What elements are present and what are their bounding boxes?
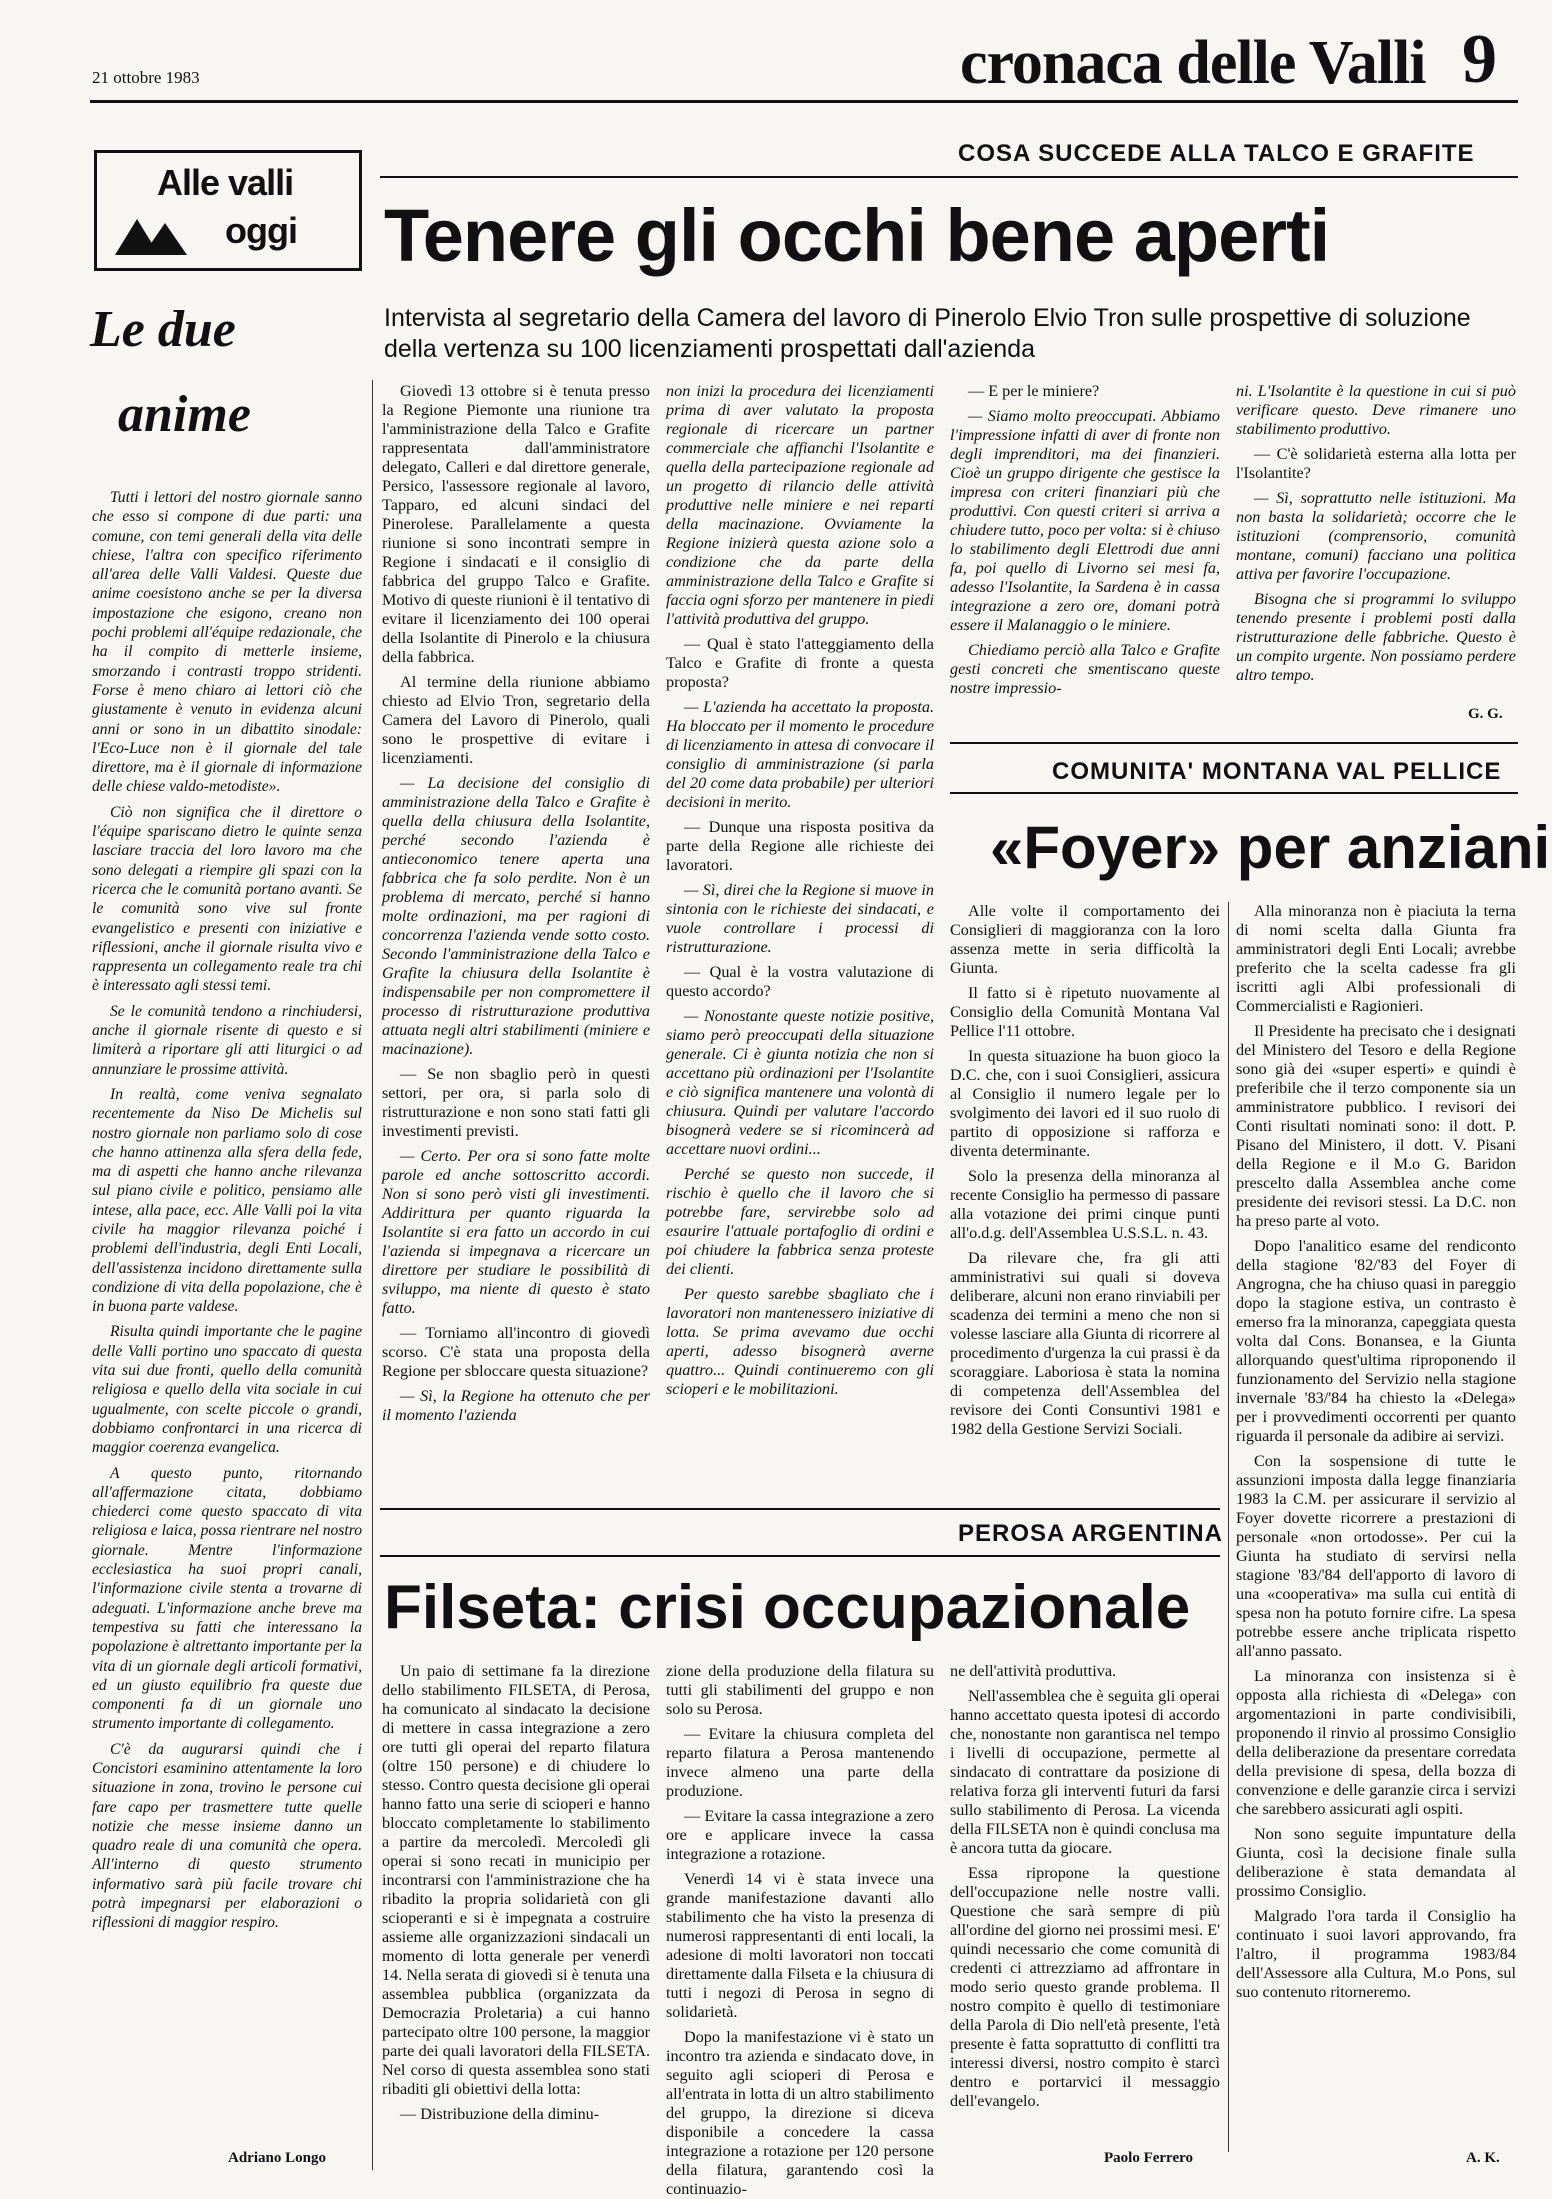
- foyer-column-2: [1236, 902, 1516, 2134]
- talco-paragraph: non inizi la procedura dei licenziamenti prima di aver valutato la proposta regionale di ricercare un partner commerciale che affianchi l'Isolantite e quella della partecipazione regionale ad un progetto di rilancio delle attività produttive nelle miniere e nei reparti della macinazione. Ovviamente la Regione inizierà questa azione solo a condizione che da parte della amministrazione della Talco e Grafite si faccia ogni sforzo per mantenere in piedi l'attività produttiva del gruppo.: [666, 382, 934, 628]
- foyer-column-1: [950, 902, 1220, 1438]
- foyer-signature: A. K.: [1466, 2150, 1500, 2166]
- filseta-paragraph: ne dell'attività produttiva.: [950, 1662, 1117, 1680]
- talco-paragraph: — Sì, direi che la Regione si muove in sintonia con le richieste dei sindacati, e vuole controllare i processi di ristrutturazione.: [666, 881, 934, 956]
- mountains-icon: [115, 215, 187, 255]
- foyer-paragraph: Dopo l'analitico esame del rendiconto della stagione '82/'83 del Foyer di Angrogna, che ha chiuso quasi in pareggio dopo la stagione estiva, un contrasto è emerso fra la minoranza, capeggiata questa volta dal Cons. Bonansea, e la Giunta allorquando quest'ultima riproponendo il funzionamento del Servizio nella stagione invernale '83/'84 ha chiesto la «Delega» per i provvedimenti occorrenti per quanto riguarda il personale da adibire ai servizi.: [1236, 1237, 1516, 1445]
- talco-column-2: [666, 382, 934, 1502]
- talco-paragraph: Al termine della riunione abbiamo chiesto ad Elvio Tron, segretario della Camera del Lavoro di Pinerolo, quali sono le prospettive di evitare i licenziamenti.: [382, 673, 650, 767]
- column-divider: [372, 380, 373, 2170]
- editorial-paragraph: Tutti i lettori del nostro giornale sanno che esso si compone di due parti: una comune, con temi generali della vita delle chiese, l'altra con specifico riferimento all'area delle Valli Valdesi. Queste due anime coesistono anche se per la diversa impostazione che esigono, creano non pochi problemi all'équipe redazionale, che ha il compito di metterle insieme, smorzando i contrasti troppo stridenti. Forse è meno chiaro ai lettori ciò che giustamente è venuto in evidenza alcuni anni or sono in un dibattito sinodale: l'Eco-Luce non è il giornale del tale direttore, ma è il giornale di informazione delle chiese valdo-metodiste».: [92, 489, 362, 796]
- section-logo: [94, 150, 362, 271]
- foyer-paragraph: Malgrado l'ora tarda il Consiglio ha continuato i suoi lavori approvando, fra l'altro, il programma 1983/84 dell'Assessore alla Cultura, M.o Pons, sul suo contenuto ritorneremo.: [1236, 1907, 1516, 2001]
- filseta-paragraph: Venerdì 14 vi è stata invece una grande manifestazione davanti allo stabilimento che ha visto la presenza di numerosi rappresentanti di enti locali, la adesione di molti lavoratori non toccati direttamente dalla Filseta e la chiusura di tutti i negozi di Perosa in segno di solidarietà.: [666, 1870, 934, 2021]
- talco-paragraph: — La decisione del consiglio di amministrazione della Talco e Grafite è quella della chiusura della Isolantite, perché secondo l'azienda è antieconomico tenere aperta una fabbrica che fa solo perdite. Non è un problema di mercato, perché si hanno molte ordinazioni, ma per ragioni di concorrenza l'azienda vende sotto costo. Secondo l'amministrazione della Talco e Grafite la chiusura della Isolantite è indispensabile per non compromettere il processo di ristrutturazione produttiva attuata negli altri stabilimenti (miniere e macinazione).: [382, 774, 650, 1058]
- issue-date: 21 ottobre 1983: [92, 68, 200, 87]
- filseta-signature: Paolo Ferrero: [1104, 2150, 1193, 2166]
- talco-paragraph: — Se non sbaglio però in questi settori, per ora, si parla solo di ristrutturazione e non sono stati fatti gli investimenti previsti.: [382, 1065, 650, 1140]
- foyer-top-rule: [950, 742, 1518, 744]
- filseta-paragraph: — Distribuzione della diminu-: [400, 2105, 600, 2123]
- filseta-top-rule: [380, 1508, 1220, 1510]
- editorial-paragraph: Risulta quindi importante che le pagine delle Valli portino uno spaccato di questa vita sui due fronti, quello della comunità religiosa e quello della vita sociale in cui ugualmente, con scelte piccole o grandi, dobbiamo confrontarci in una ricerca di maggior coerenza evangelica.: [92, 1323, 362, 1457]
- talco-signature: G. G.: [1468, 706, 1503, 722]
- filseta-kicker: PEROSA ARGENTINA: [958, 1520, 1223, 1547]
- filseta-paragraph: — Evitare la chiusura completa del reparto filatura a Perosa mantenendo invece almeno una parte della produzione.: [666, 1725, 934, 1800]
- foyer-paragraph: In questa situazione ha buon gioco la D.C. che, con i suoi Consiglieri, assicura al Consiglio il numero legale per lo svolgimento dei lavori ed il suo ruolo di partito di opposizione si rafforza e diventa determinante.: [950, 1047, 1220, 1160]
- filseta-paragraph: — Evitare la cassa integrazione a zero ore e applicare invece la cassa integrazione a rotazione.: [666, 1807, 934, 1863]
- foyer-kicker-rule: [950, 792, 1518, 794]
- filseta-column-2: [666, 1662, 934, 2198]
- talco-kicker: COSA SUCCEDE ALLA TALCO E GRAFITE: [958, 140, 1475, 167]
- editorial-paragraph: In realtà, come veniva segnalato recentemente da Niso De Michelis sul nostro giornale non parliamo solo di cose che hanno attinenza alla sfera della fede, ma di aspetti che hanno anche rilevanza sul piano civile e politico, pensiamo alle intese, alla pace, ecc. Alle Valli poi la vita civile ha maggior rilevanza poiché i problemi dell'industria, degli Enti Locali, dell'assistenza incidono direttamente sulla condizione di vita della popolazione, che è in buona parte valdese.: [92, 1085, 362, 1316]
- talco-column-3: [950, 382, 1220, 722]
- editorial-paragraph: Ciò non significa che il direttore o l'équipe spariscano dietro le quinte senza lasciare traccia del loro lavoro ma che sono delegati a riempire gli spazi con la ricerca che le comunità portano avanti. Se le comunità sono vive sul fronte evangelistico e presenti con iniziative e riflessioni, anche il giornale risulta vivo e rappresenta un collegamento reale tra chi è interessato agli stessi temi.: [92, 803, 362, 995]
- filseta-headline: Filseta: crisi occupazionale: [384, 1573, 1191, 1642]
- filseta-column-3: [950, 1662, 1220, 2142]
- talco-paragraph: Giovedì 13 ottobre si è tenuta presso la Regione Piemonte una riunione tra l'amministrazione della Talco e Grafite rappresentata dall'amministratore delegato, Calleri e dal direttore generale, Persico, l'assessore regionale al lavoro, Tapparo, ed alcuni sindaci del Pinerolese. Parallelamente a questa riunione si sono incontrati sempre in Regione i sindacati e il consiglio di fabbrica del gruppo Talco e Grafite. Motivo di queste riunioni è il tentativo di evitare il licenziamento dei 100 operai della Isolantite di Pinerolo e la chiusura della fabbrica.: [382, 382, 650, 666]
- talco-paragraph: — Dunque una risposta positiva da parte della Regione alle richieste dei lavoratori.: [666, 818, 934, 874]
- foyer-paragraph: Con la sospensione di tutte le assunzioni imposta dalla legge finanziaria 1983 la C.M. per assicurare il servizio al Foyer dovette ricorrere a prestazioni di personale «non ortodosse». Per cui la Giunta ha studiato di servirsi nella stagione '83/'84 dell'apporto di lavoro di una «cooperativa» ma sulla cui entità di spesa non ha potuto fornire cifre. La spesa potrebbe essere anche triplicata rispetto all'anno passato.: [1236, 1452, 1516, 1660]
- header-rule: [90, 100, 1518, 103]
- logo-line1: Alle valli: [157, 162, 294, 203]
- filseta-paragraph: Un paio di settimane fa la direzione dello stabilimento FILSETA, di Perosa, ha comunicato al sindacato la decisione di mettere in cassa integrazione a zero ore tutti gli operai del reparto filatura (oltre 150 persone) e di chiudere lo stesso. Contro questa decisione gli operai hanno fatto una serie di scioperi e hanno bloccato completamente lo stabilimento a partire da mercoledì. Mercoledì gli operai si sono recati in municipio per incontrarsi con l'amministrazione che ha ribadito la propria solidarietà con gli scioperanti e si è impegnata a costruire assieme alle organizzazioni sindacali un momento di lotta generale per venerdì 14. Nella serata di giovedì si è tenuta una assemblea pubblica (organizzata da Democrazia Proletaria) a cui hanno partecipato oltre 100 persone, la maggior parte dei quali lavoratori della FILSETA. Nel corso di questa assemblea sono stati ribaditi gli obiettivi della lotta:: [382, 1662, 650, 2098]
- column-divider: [1228, 902, 1229, 2152]
- talco-paragraph: — E per le miniere?: [968, 382, 1100, 400]
- foyer-kicker: COMUNITA' MONTANA VAL PELLICE: [1052, 758, 1502, 785]
- talco-column-1: [382, 382, 650, 1502]
- talco-kicker-rule: [380, 176, 1518, 178]
- filseta-paragraph: Essa ripropone la questione dell'occupazione nelle nostre valli. Questione che sarà sempre di più all'ordine del giorno nei prossimi mesi. E' quindi necessario che come comunità di credenti ci attrezziamo ad affrontare in modo serio questo grande problema. Il nostro compito è quello di testimoniare della Parola di Dio nell'età presente, l'età presente è fatta soprattutto di conflitti tra interessi diversi, nostro compito è starcì dentro e portarvici il messaggio dell'evangelo.: [950, 1864, 1220, 2110]
- talco-paragraph: — Nonostante queste notizie positive, siamo però preoccupati della situazione generale. Ci è giunta notizia che non si accettano più ordinazioni per l'Isolantite e ciò significa mantenere una volontà di chiusura. Quindi per valutare l'accordo bisognerà vedere se si ricomincerà ad accettare nuovi ordini...: [666, 1007, 934, 1158]
- page-number: 9: [1462, 21, 1497, 98]
- foyer-paragraph: La minoranza con insistenza si è opposta alla richiesta di «Delega» con argomentazioni in parte condivisibili, proponendo il rinvio al prossimo Consiglio della deliberazione da presentare corredata della previsione di spesa, della bozza di convenzione e delle garanzie circa i servizi che sarebbero assicurati agli ospiti.: [1236, 1667, 1516, 1818]
- editorial-paragraph: C'è da augurarsi quindi che i Concistori esaminino attentamente la loro situazione in zona, trovino le persone cui fare capo per trasmettere tutte quelle notizie che messe insieme danno un quadro reale di una comunità che opera. All'interno di questo strumento informativo sarà più facile trovare chi potrà impegnarsi per elaborazioni o riflessioni di maggior respiro.: [92, 1740, 362, 1932]
- foyer-paragraph: Il Presidente ha precisato che i designati del Ministero del Tesoro e della Regione sono già dei «super esperti» e quindi è preferibile che il terzo componente sia un amministratore pubblico. I revisori dei Conti risultati nominati sono: il dott. P. Pisano del Ministero, il dott. V. Pisani della Regione e il M.o G. Baridon prescelto dalla Assemblea anche come presidente dei revisori stessi. La D.C. non ha preso parte al voto.: [1236, 1022, 1516, 1230]
- filseta-paragraph: Dopo la manifestazione vi è stato un incontro tra azienda e sindacato dove, in seguito agli scioperi di Perosa e all'entrata in lotta di un altro stabilimento del gruppo, la direzione si diceva disponibile a concedere la cassa integrazione a rotazione per 120 persone della filatura, garantendo così la continuazio-: [666, 2028, 934, 2198]
- filseta-column-1: [382, 1662, 650, 2142]
- talco-column-4: [1236, 382, 1516, 722]
- talco-paragraph: Chiediamo perciò alla Talco e Grafite gesti concreti che smentiscano queste nostre impressio-: [950, 641, 1220, 697]
- talco-headline: Tenere gli occhi bene aperti: [384, 194, 1330, 277]
- talco-paragraph: — Siamo molto preoccupati. Abbiamo l'impressione infatti di aver di fronte non degli imprenditori, ma dei finanzieri. Cioè un gruppo dirigente che gestisce la impresa con criteri finanziari più che produttivi. Con questi criteri si arriva a chiudere tutto, poco per volta: si è chiuso lo stabilimento degli Elettrodi due anni fa, poi quello di Livorno sei mesi fa, adesso l'Isolantite, la Sardena è in cassa integrazione a zero ore, domani potrà essere il Malanaggio o le miniere.: [950, 407, 1220, 634]
- foyer-paragraph: Alle volte il comportamento dei Consiglieri di maggioranza con la loro assenza mette in seria difficoltà la Giunta.: [950, 902, 1220, 977]
- foyer-headline: «Foyer» per anziani: [990, 814, 1551, 881]
- filseta-kicker-rule: [380, 1555, 1220, 1557]
- logo-line2: oggi: [225, 210, 297, 251]
- filseta-paragraph: Nell'assemblea che è seguita gli operai hanno accettato questa ipotesi di accordo che, nonostante non garantisca nel tempo i livelli di occupazione, permette al sindacato di contrattare da posizione di relativa forza gli interventi futuri da farsi sullo stabilimento di Perosa. La vicenda della FILSETA non è quindi conclusa ma è ancora tutta da giocare.: [950, 1687, 1220, 1857]
- foyer-paragraph: Alla minoranza non è piaciuta la terna di nomi scelta dalla Giunta fra amministratori degli Enti Locali; avrebbe preferito che la scelta cadesse fra gli iscritti agli Albi professionali di Commercialisti e Ragionieri.: [1236, 902, 1516, 1015]
- talco-paragraph: — Sì, la Regione ha ottenuto che per il momento l'azienda: [382, 1387, 650, 1424]
- talco-deck: Intervista al segretario della Camera del lavoro di Pinerolo Elvio Tron sulle prospettive di soluzione della vertenza su 100 licenziamenti prospettati dall'azienda: [384, 304, 1471, 363]
- editorial-signature: Adriano Longo: [228, 2150, 326, 2166]
- talco-paragraph: — Qual è stato l'atteggiamento della Talco e Grafite di fronte a questa proposta?: [666, 635, 934, 691]
- talco-paragraph: — Certo. Per ora si sono fatte molte parole ed anche sottoscritto accordi. Non si sono però visti gli investimenti. Addirittura per quanto riguarda la Isolantite si era fatto un accordo in cui l'azienda si impegnava a ricercare un direttore per studiare le possibilità di sviluppo, ma niente di questo è stato fatto.: [382, 1147, 650, 1317]
- talco-paragraph: Per questo sarebbe sbagliato che i lavoratori non mantenessero iniziative di lotta. Se prima avevamo due occhi aperti, adesso bisognerà averne quattro... Quindi continueremo con gli scioperi e le mobilitazioni.: [666, 1285, 934, 1398]
- foyer-paragraph: Da rilevare che, fra gli atti amministrativi sui quali si doveva deliberare, alcuni non erano rinviabili per scadenza dei termini a meno che non si volesse lasciare alla Giunta di ricorrere al procedimento d'urgenza la cui prassi è da scoraggiare. Laboriosa è stata la nomina di competenza dell'Assemblea del revisore dei Conti Consuntivi 1981 e 1982 della Gestione Servizi Sociali.: [950, 1249, 1220, 1438]
- talco-paragraph: — L'azienda ha accettato la proposta. Ha bloccato per il momento le procedure di licenziamento in attesa di convocare il consiglio di amministrazione (si parla del 20 come data probabile) per ulteriori decisioni in merito.: [666, 698, 934, 811]
- foyer-paragraph: Solo la presenza della minoranza al recente Consiglio ha permesso di passare alla votazione dei primi cinque punti all'o.d.g. dell'Assemblea U.S.S.L. n. 43.: [950, 1167, 1220, 1242]
- talco-paragraph: — Sì, soprattutto nelle istituzioni. Ma non basta la solidarietà; occorre che le istituzioni (comprensorio, comunità montane, comuni) facciano una politica attiva per favorire l'occupazione.: [1236, 489, 1516, 583]
- foyer-paragraph: Il fatto si è ripetuto nuovamente al Consiglio della Comunità Montana Val Pellice l'11 ottobre.: [950, 984, 1220, 1040]
- foyer-paragraph: Non sono seguite impuntature della Giunta, così la decisione finale sulla deliberazione è stata demandata al prossimo Consiglio.: [1236, 1825, 1516, 1900]
- talco-paragraph: ni. L'Isolantite è la questione in cui si può verificare questo. Deve rimanere uno stabilimento produttivo.: [1236, 382, 1516, 438]
- talco-paragraph: Bisogna che si programmi lo sviluppo tenendo presente i problemi posti dalla ristrutturazione delle fabbriche. Questo è un compito urgente. Non possiamo perdere altro tempo.: [1236, 590, 1516, 684]
- talco-paragraph: Perché se questo non succede, il rischio è quello che il lavoro che si potrebbe fare, servirebbe solo ad esaurire l'attuale portafoglio di ordini e poi chiudere la fabbrica senza proteste dei clienti.: [666, 1165, 934, 1278]
- editorial-title-line1: Le due: [90, 301, 236, 358]
- talco-paragraph: — Qual è la vostra valutazione di questo accordo?: [666, 963, 934, 1000]
- filseta-paragraph: zione della produzione della filatura su tutti gli stabilimenti del gruppo e non solo su Perosa.: [666, 1662, 934, 1718]
- masthead-title: cronaca delle Valli: [960, 29, 1426, 97]
- editorial-title-line2: anime: [118, 386, 251, 443]
- editorial-paragraph: Se le comunità tendono a rinchiudersi, anche il giornale risente di questo e si limiterà a riportare gli atti liturgici o ad annunziare le prossime attività.: [92, 1002, 362, 1078]
- talco-paragraph: — Torniamo all'incontro di giovedì scorso. C'è stata una proposta della Regione per sbloccare questa situazione?: [382, 1324, 650, 1380]
- editorial-body: [92, 488, 362, 2133]
- editorial-paragraph: A questo punto, ritornando all'affermazione citata, dobbiamo chiederci come questo spaccato di vita religiosa e laica, possa rientrare nel nostro giornale. Mentre l'informazione ecclesiastica ha suoi propri canali, l'informazione civile stenta a trovarne di adeguati. L'informazione anche breve ma tempestiva su fatti che interessano la popolazione è altrettanto importante per la vita di un giornale degli articoli formativi, ed un giusto equilibrio fra queste due componenti fa di un giornale uno strumento importante di collegamento.: [92, 1464, 362, 1733]
- talco-paragraph: — C'è solidarietà esterna alla lotta per l'Isolantite?: [1236, 445, 1516, 482]
